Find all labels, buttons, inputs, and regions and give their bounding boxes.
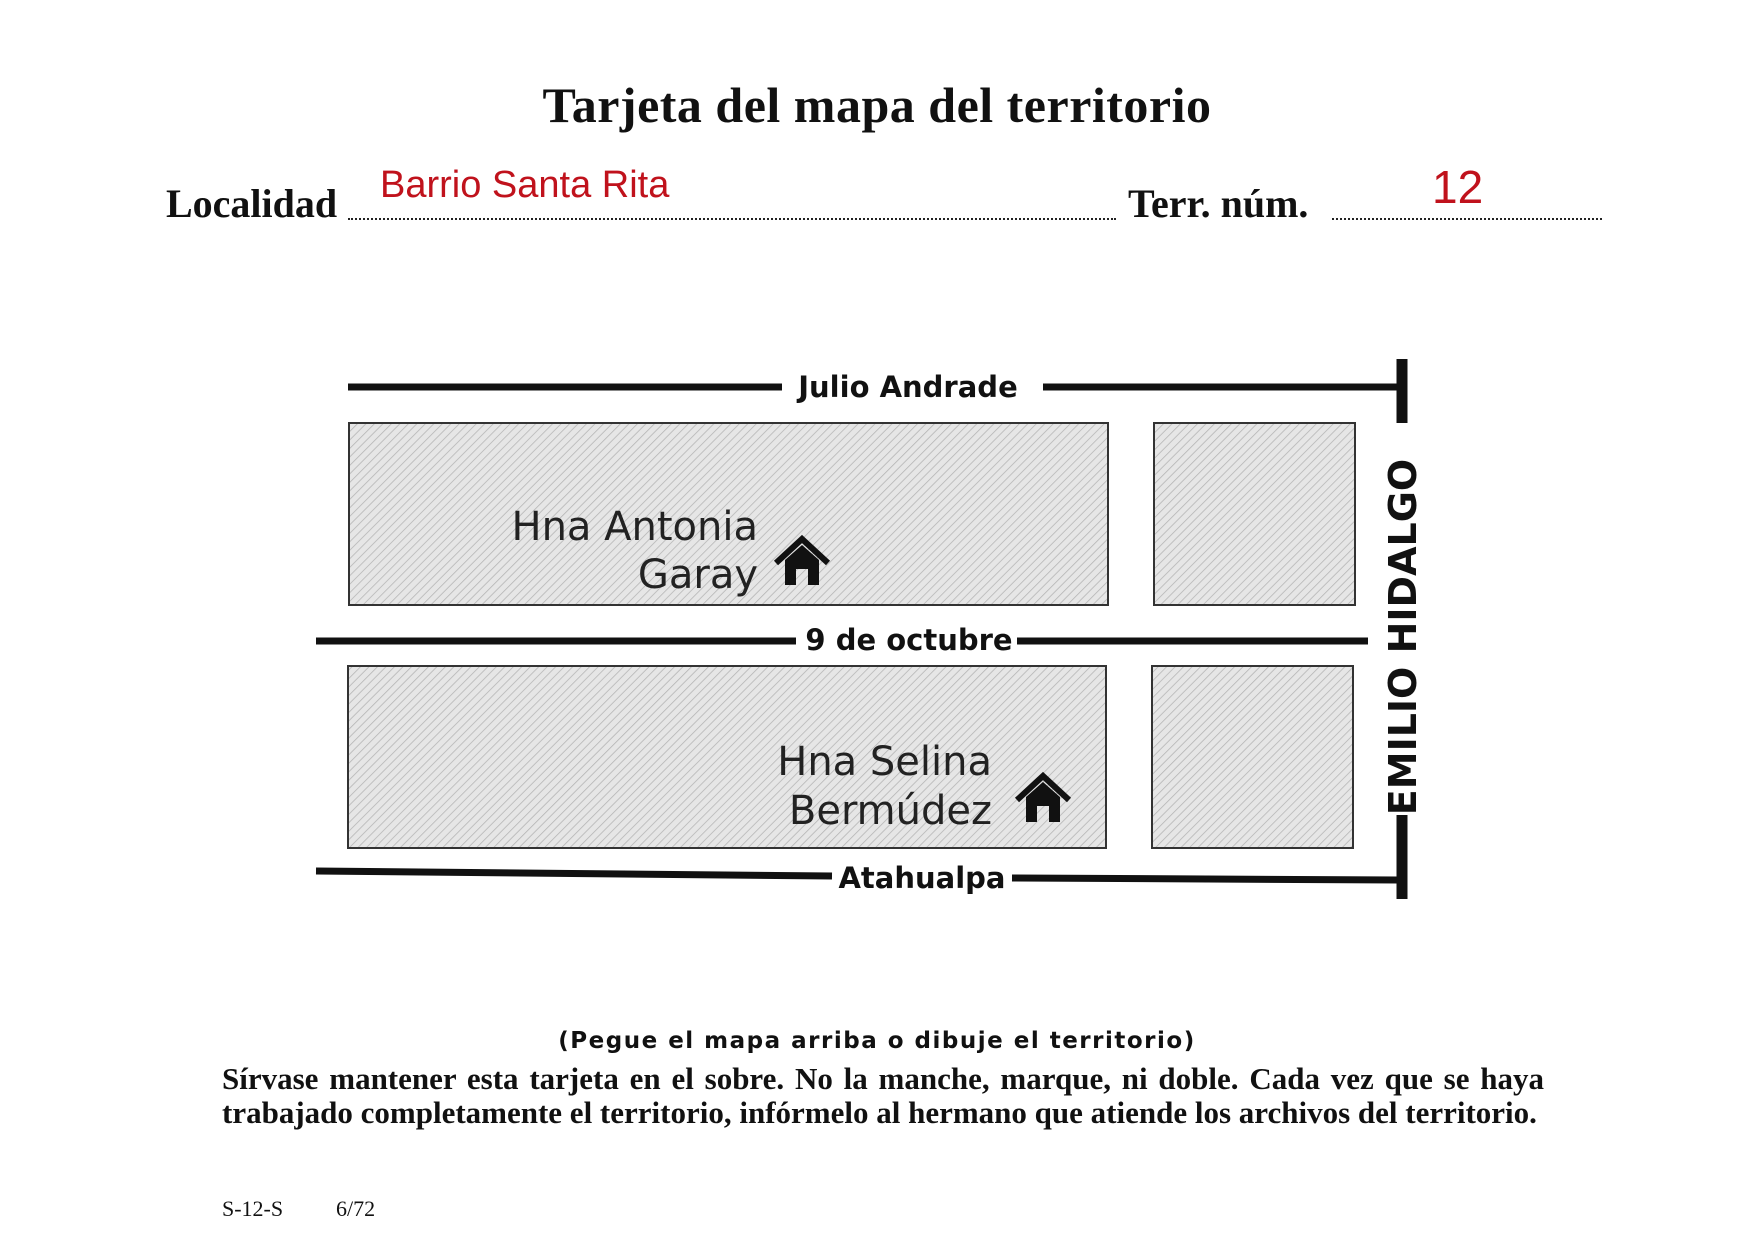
residence-2-line2: Bermúdez	[788, 788, 992, 834]
territory-number-label: Terr. núm.	[1128, 181, 1309, 226]
residence-1-line1: Hna Antonia	[511, 504, 758, 550]
residence-1-line2: Garay	[637, 552, 758, 598]
block-3	[348, 666, 1106, 848]
page-title: Tarjeta del mapa del territorio	[542, 77, 1212, 133]
street-label-9-de-octubre: 9 de octubre	[805, 623, 1013, 657]
locality-field[interactable]: Barrio Santa Rita	[380, 164, 670, 206]
map-caption: (Pegue el mapa arriba o dibuje el territorio)	[558, 1028, 1196, 1054]
street-line-atahualpa-left	[316, 871, 832, 876]
street-line-atahualpa-right	[1012, 878, 1402, 880]
form-date: 6/72	[336, 1196, 376, 1221]
territory-number-field[interactable]: 12	[1432, 161, 1484, 213]
block-2	[1154, 423, 1355, 605]
residence-2-line1: Hna Selina	[777, 739, 992, 785]
street-label-julio-andrade: Julio Andrade	[798, 370, 1018, 404]
locality-label: Localidad	[166, 181, 338, 226]
street-label-emilio-hidalgo: EMILIO HIDALGO	[1381, 458, 1425, 816]
form-code: S-12-S	[222, 1196, 284, 1221]
street-label-atahualpa: Atahualpa	[838, 861, 1006, 895]
block-4	[1152, 666, 1353, 848]
instructions-text: Sírvase mantener esta tarjeta en el sobre. No la manche, marque, ni doble. Cada vez que se haya trabajado completamente el territorio, infórmelo al hermano que atiende los archivos del territorio.	[222, 1061, 1544, 1130]
